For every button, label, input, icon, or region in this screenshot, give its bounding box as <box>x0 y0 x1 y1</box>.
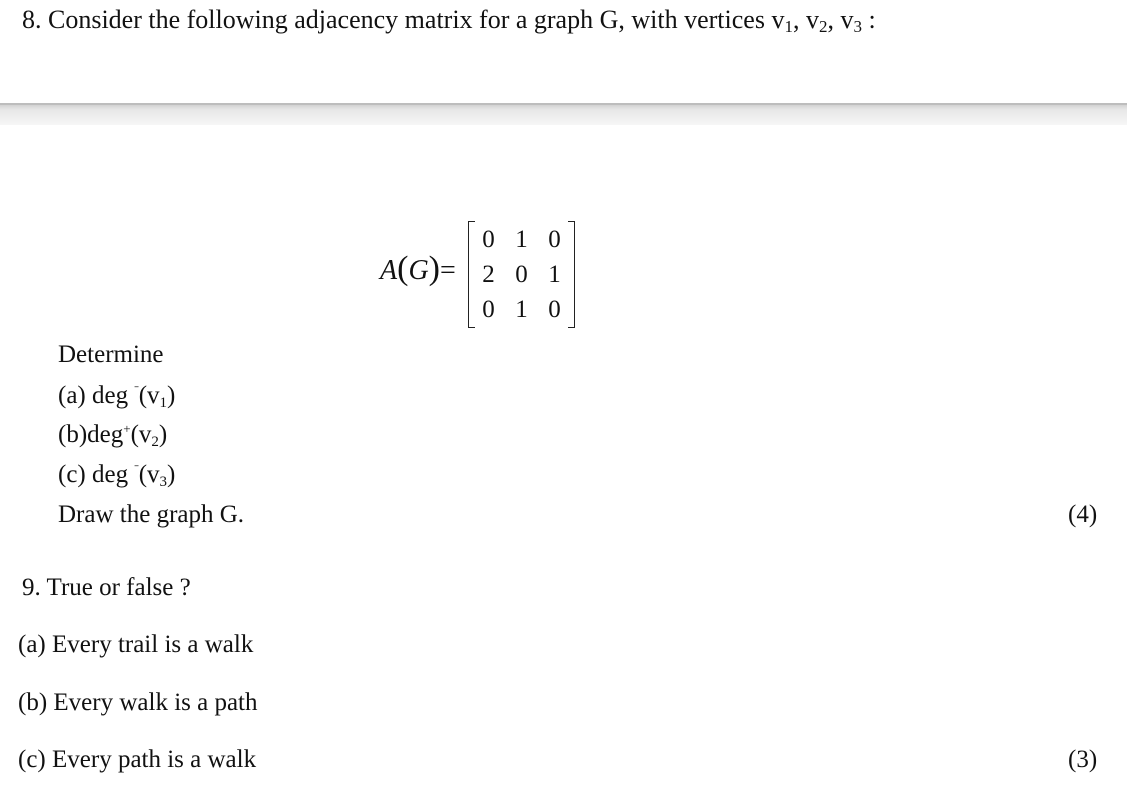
item-close: ) <box>167 382 176 409</box>
q8-title-separator: , v <box>792 5 819 34</box>
item-close: ) <box>167 461 176 488</box>
matrix-row <box>472 257 572 292</box>
vertex-subscript: 1 <box>159 395 168 411</box>
degree-sign: ˉ <box>134 461 139 476</box>
matrix-cell: 0 <box>482 296 495 323</box>
determine-heading: Determine <box>58 341 164 368</box>
matrix-row <box>472 292 572 327</box>
vertex-subscript-1: 1 <box>784 17 793 36</box>
matrix-label-equals: = <box>440 255 456 286</box>
q8-title-separator: , v <box>827 5 854 34</box>
item-prefix: (b)deg <box>58 421 124 448</box>
matrix-label-a: A <box>380 255 398 286</box>
degree-sign: + <box>123 421 131 436</box>
matrix-cell: 1 <box>515 296 528 323</box>
matrix-label-g: G <box>408 255 429 286</box>
matrix-cell: 1 <box>548 261 561 288</box>
q8-marks: (4) <box>1068 501 1098 528</box>
page-divider <box>0 103 1127 125</box>
vertex-subscript: 3 <box>159 474 168 490</box>
item-close: ) <box>158 421 168 448</box>
q9-marks: (3) <box>1068 746 1098 773</box>
matrix-cell: 0 <box>482 226 495 253</box>
question-8-title <box>22 4 876 36</box>
item-prefix: (c) deg <box>58 461 129 488</box>
item-vertex: (v <box>138 461 160 488</box>
matrix-cell: 1 <box>515 226 528 253</box>
matrix-row <box>472 222 572 257</box>
matrix-label <box>380 252 456 288</box>
matrix-label-open-paren: ( <box>397 250 409 287</box>
determine-item-b <box>58 420 167 450</box>
matrix-label-close-paren: ) <box>428 250 440 287</box>
item-prefix: (a) deg <box>58 382 129 409</box>
vertex-subscript-3: 3 <box>853 17 862 36</box>
matrix-cell: 0 <box>548 226 561 253</box>
matrix-cell: 0 <box>515 261 528 288</box>
determine-item-c <box>58 460 175 490</box>
matrix-cell: 0 <box>548 296 561 323</box>
determine-item-a <box>58 381 175 411</box>
draw-graph-instruction: Draw the graph G. <box>58 501 245 528</box>
degree-sign: ˉ <box>134 382 139 397</box>
vertex-subscript: 2 <box>151 434 159 450</box>
question-9-title: 9. True or false ? <box>22 574 191 601</box>
item-vertex: (v <box>130 421 152 448</box>
q8-title-text: 8. Consider the following adjacency matrix for a graph G, with vertices v <box>22 5 785 34</box>
item-vertex: (v <box>138 382 160 409</box>
vertex-subscript-2: 2 <box>818 17 828 36</box>
q9-item-a: (a) Every trail is a walk <box>18 631 254 658</box>
adjacency-matrix <box>472 222 572 327</box>
q9-item-c: (c) Every path is a walk <box>18 746 257 773</box>
matrix-cell: 2 <box>482 261 495 288</box>
q9-item-b: (b) Every walk is a path <box>18 689 258 716</box>
q8-title-suffix: : <box>861 5 876 34</box>
